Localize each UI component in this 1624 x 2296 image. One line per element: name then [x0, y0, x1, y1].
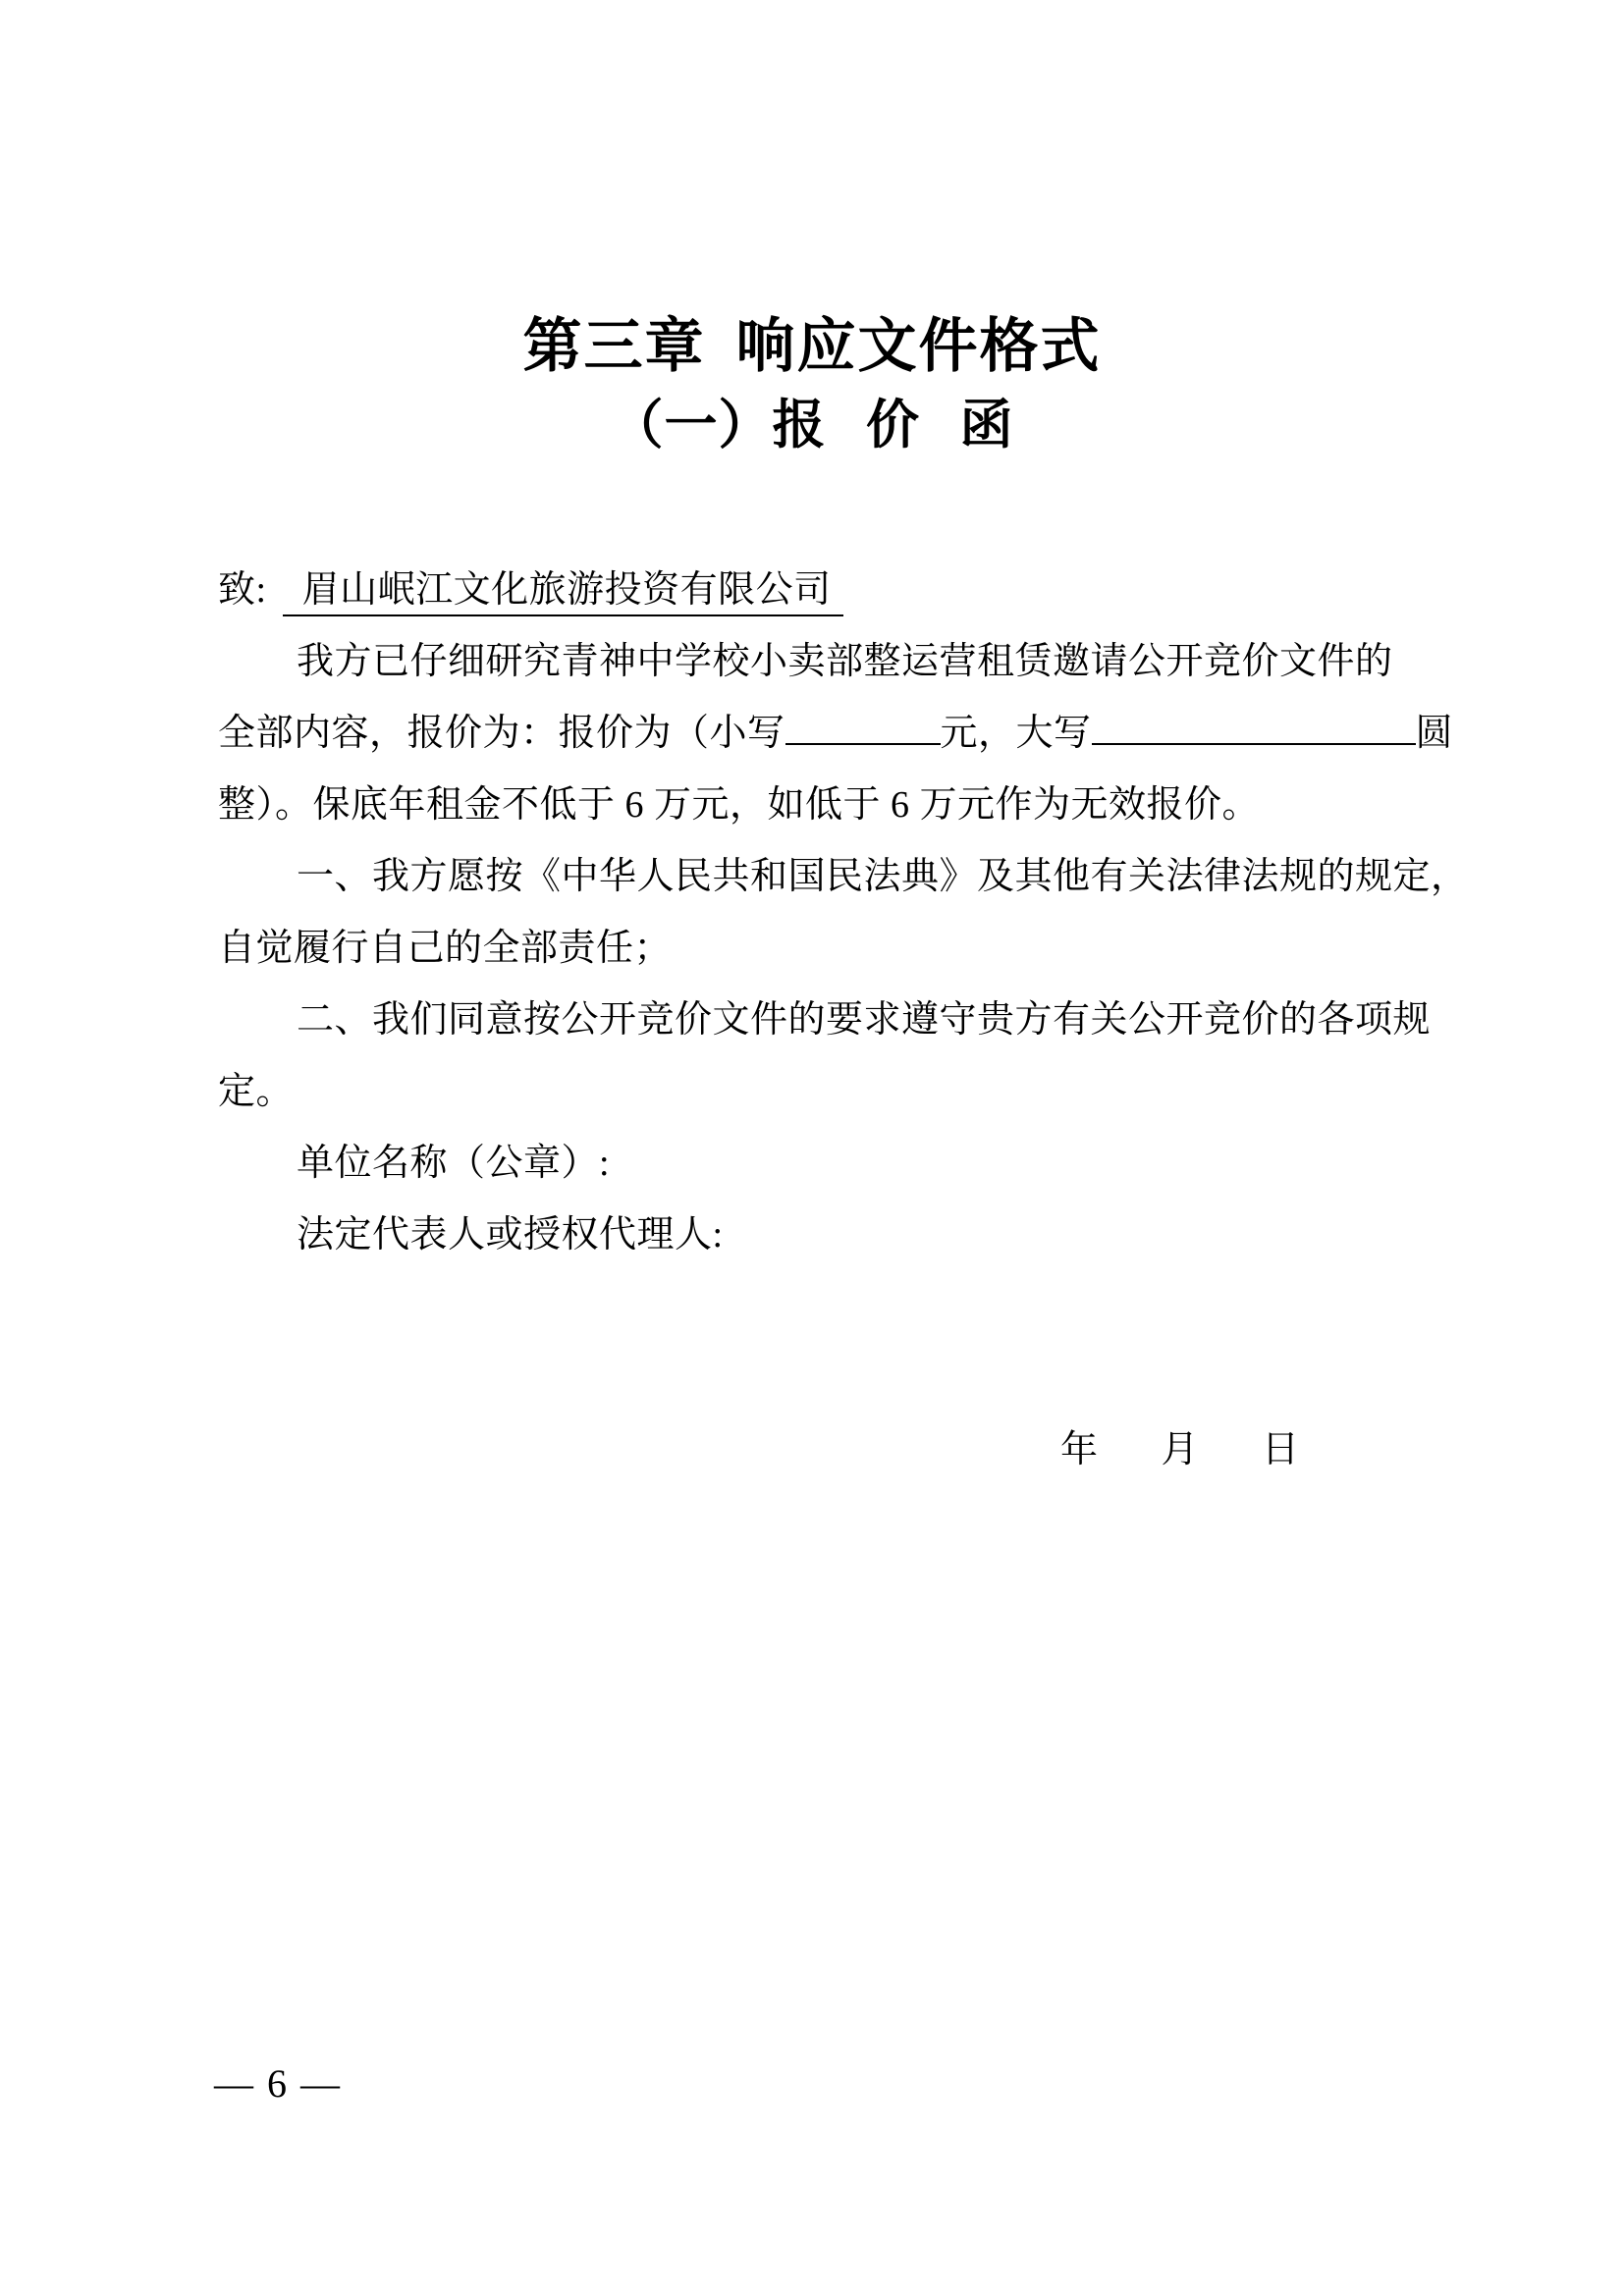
quote-line-text-2: 元，大写	[940, 713, 1092, 754]
item1-line-1: 一、我方愿按《中华人民共和国民法典》及其他有关法律法规的规定，	[297, 856, 1469, 897]
letter-body	[218, 555, 1469, 1486]
addressee-label: 致:	[218, 569, 267, 611]
signature-date-line	[218, 1415, 1426, 1486]
quote-line-text-3: 圆	[1415, 713, 1454, 754]
quote-line-text-1: 全部内容，报价为：报价为（小写	[218, 713, 785, 754]
date-day-label: 日	[1262, 1429, 1300, 1470]
item1-line-2: 自觉履行自己的全部责任；	[218, 928, 673, 969]
quote-amount-numeric-blank	[785, 702, 941, 745]
date-month-label: 月	[1161, 1429, 1200, 1470]
intro-line-1: 我方已仔细研究青神中学校小卖部整运营租赁邀请公开竞价文件的	[297, 641, 1393, 682]
item2-line-2: 定。	[218, 1071, 295, 1112]
section-title: （一）报 价 函	[610, 396, 1014, 454]
addressee-company-name: 眉山岷江文化旅游投资有限公司	[283, 569, 843, 616]
quote-amount-words-blank	[1092, 702, 1416, 745]
spacer-line	[218, 1343, 1426, 1415]
legal-representative-label: 法定代表人或授权代理人:	[297, 1214, 724, 1255]
quote-line-tail: 整）。保底年租金不低于 6 万元，如低于 6 万元作为无效报价。	[218, 784, 1261, 826]
quote-line	[218, 698, 1454, 770]
date-year-label: 年	[1060, 1429, 1099, 1470]
addressee-line	[218, 555, 1426, 626]
chapter-title: 第三章 响应文件格式	[522, 314, 1102, 379]
unit-name-label: 单位名称（公章）:	[297, 1143, 611, 1184]
page-number: — 6 —	[214, 2061, 342, 2106]
item2-line-1: 二、我们同意按公开竞价文件的要求遵守贵方有关公开竞价的各项规	[297, 999, 1432, 1041]
spacer-line	[218, 1271, 1426, 1343]
